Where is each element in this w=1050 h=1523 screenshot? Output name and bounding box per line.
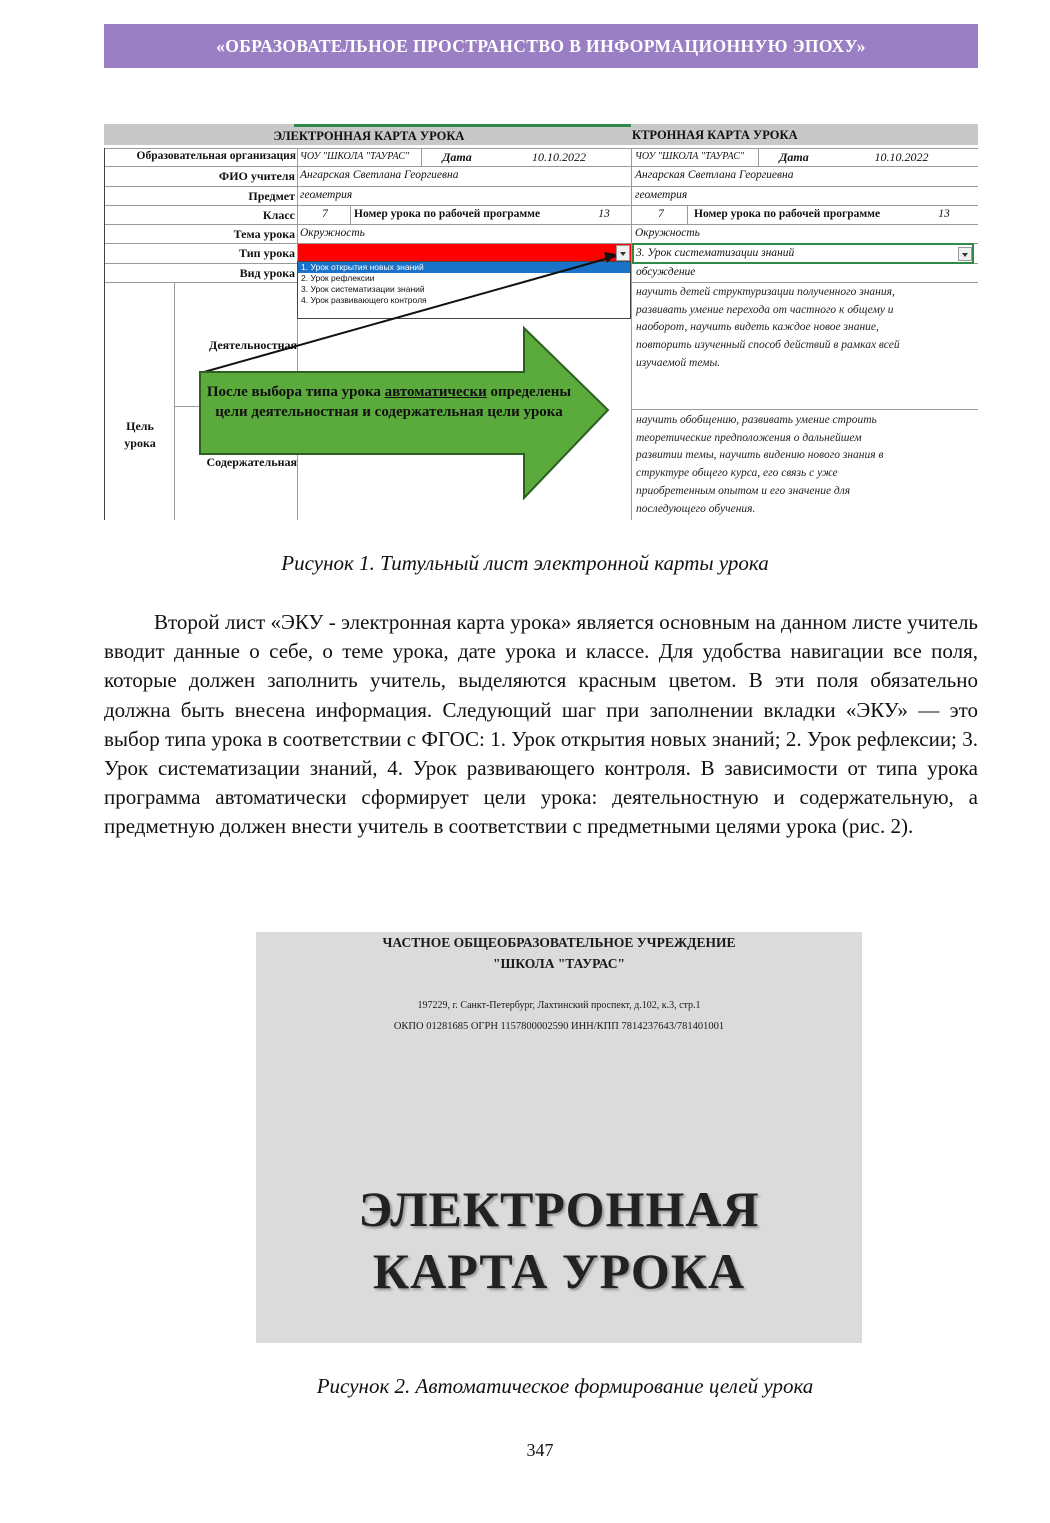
label-topic: Тема урока: [233, 227, 295, 241]
conference-banner: «ОБРАЗОВАТЕЛЬНОЕ ПРОСТРАНСТВО В ИНФОРМАЦИОННУЮ ЭПОХУ»: [104, 24, 978, 68]
label-kind: Вид урока: [239, 266, 295, 280]
left-sheet-title: ЭЛЕКТРОННАЯ КАРТА УРОКА: [273, 129, 465, 143]
goal-line: научить детей структуризации полученного знания,: [636, 286, 895, 298]
goal-line: повторить изученный способ действий в рамках всей: [636, 339, 900, 352]
right-class-value: 7: [658, 208, 664, 220]
left-subject-value[interactable]: геометрия: [300, 189, 353, 201]
figure-2-title-sheet: [256, 932, 862, 1343]
right-topic-value: Окружность: [635, 227, 700, 239]
label-org: Образовательная организация: [136, 150, 296, 162]
figure-1-spreadsheet: [104, 124, 978, 520]
right-org-value: ЧОУ "ШКОЛА "ТАУРАС": [635, 151, 745, 162]
left-org-value[interactable]: ЧОУ "ШКОЛА "ТАУРАС": [300, 151, 410, 162]
left-teacher-value[interactable]: Ангарская Светлана Георгиевна: [300, 169, 459, 181]
label-type: Тип урока: [239, 246, 295, 260]
pointer-line: [204, 256, 616, 372]
big-title-line-2: КАРТА УРОКА: [372, 1243, 746, 1299]
dropdown-option[interactable]: 4. Урок развивающего контроля: [301, 295, 427, 305]
right-lesson-num-value: 13: [938, 208, 950, 220]
dropdown-option[interactable]: 2. Урок рефлексии: [301, 273, 375, 283]
label-goal: Цель урока: [124, 419, 156, 450]
goal-line: научить обобщению, развивать умение строить: [636, 414, 877, 426]
right-sheet-title: КТРОННАЯ КАРТА УРОКА: [632, 128, 798, 142]
goal-line: развивать умение перехода от частного к общему и: [636, 303, 894, 316]
arrow-text-part: определены цели деятельностная и содержательная цели урока: [215, 384, 572, 420]
right-date-value: 10.10.2022: [874, 150, 929, 164]
right-date-label: Дата: [779, 150, 809, 164]
label-content: Содержательная: [206, 455, 297, 469]
right-subject-value: геометрия: [635, 189, 688, 201]
arrow-callout-text: [204, 382, 574, 422]
label-activity: Деятельностная: [208, 338, 297, 352]
dropdown-option[interactable]: 1. Урок открытия новых знаний: [298, 262, 630, 273]
big-title-line-1: ЭЛЕКТРОННАЯ: [358, 1181, 760, 1237]
dropdown-option[interactable]: 3. Урок систематизации знаний: [301, 284, 425, 294]
left-date-value[interactable]: 10.10.2022: [532, 150, 586, 164]
right-teacher-value: Ангарская Светлана Георгиевна: [635, 169, 794, 181]
school-codes: ОКПО 01281685 ОГРН 1157800002590 ИНН/КПП 7814237643/781401001: [393, 1021, 725, 1032]
school-address: 197229, г. Санкт-Петербург, Лахтинский проспект, д.102, к.3, стр.1: [417, 1000, 701, 1011]
label-teacher: ФИО учителя: [218, 169, 295, 183]
arrow-text-part: После выбора типа урока: [206, 384, 385, 400]
goal-line: развитии темы, научить видению нового знания в: [636, 449, 884, 462]
left-lesson-num-label: Номер урока по рабочей программе: [354, 208, 541, 220]
figure-1-caption: Рисунок 1. Титульный лист электронной карты урока: [281, 551, 769, 575]
body-paragraph: Второй лист «ЭКУ - электронная карта урока» является основным на данном листе учитель вводит данные о себе, о теме урока, дате урока и классе. Для удобства навигации все поля, которые должен заполнить учитель, выделяются красным цветом. В эти поля обязательно должна быть внесена информация. Следующий шаг при заполнении вкладки «ЭКУ» — это выбор типа урока в соответствии с ФГОС: 1. Урок открытия новых знаний; 2. Урок рефлексии; 3. Урок систематизации знаний, 4. Урок развивающего контроля. В зависимости от типа урока программа автоматически сформирует цели урока: деятельностную и содержательную, а предметную должен внести учитель в соответствии с предметными целями урока (рис. 2).: [104, 610, 978, 839]
left-class-value[interactable]: 7: [322, 208, 328, 220]
school-name-line: "ШКОЛА "ТАУРАС": [493, 956, 625, 971]
page-number: 347: [526, 1440, 554, 1460]
goal-line: структуре общего курса, его связь с уже: [636, 467, 838, 480]
right-kind-value: обсуждение: [636, 266, 696, 278]
goal-line: последующего обучения.: [636, 502, 756, 515]
left-lesson-num-value[interactable]: 13: [598, 208, 610, 220]
left-topic-value[interactable]: Окружность: [300, 227, 365, 239]
school-type-line: ЧАСТНОЕ ОБЩЕОБРАЗОВАТЕЛЬНОЕ УЧРЕЖДЕНИЕ: [382, 935, 736, 950]
label-subject: Предмет: [248, 189, 295, 203]
label-class: Класс: [262, 208, 295, 222]
goal-line: приобретенным опытом и его значение для: [636, 484, 851, 497]
annotation-overlay: [104, 124, 978, 520]
goal-line: теоретические предположения о дальнейшем: [636, 431, 862, 444]
right-lesson-num-label: Номер урока по рабочей программе: [694, 208, 881, 220]
goal-line: наоборот, научить видеть каждое новое знание,: [636, 321, 879, 334]
left-date-label: Дата: [442, 150, 472, 164]
goal-line: изучаемой темы.: [636, 356, 721, 369]
figure-2-caption: Рисунок 2. Автоматическое формирование целей урока: [316, 1374, 814, 1398]
arrow-text-underlined: автоматически: [384, 384, 487, 400]
right-type-value: 3. Урок систематизации знаний: [636, 247, 795, 259]
